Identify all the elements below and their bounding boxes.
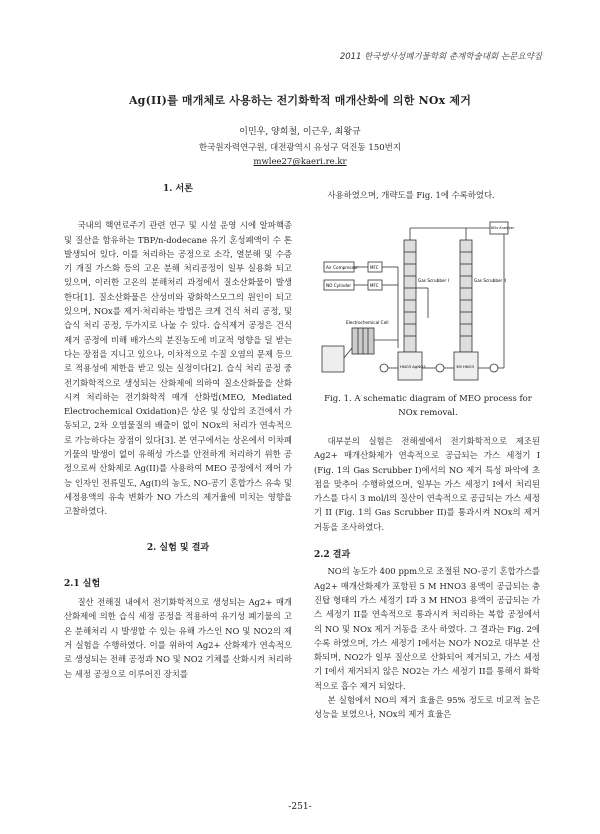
- gas-scrubber-1-column: [404, 240, 416, 352]
- label-tank-2: 3M HNO3: [456, 364, 474, 369]
- figure-1: [318, 218, 514, 388]
- email-link[interactable]: mwlee27@kaeri.re.kr: [253, 157, 347, 167]
- running-header: 2011 한국방사성폐기물학회 춘계학술대회 논문요약집: [339, 52, 542, 62]
- page-number: -251-: [288, 802, 312, 812]
- label-air-compressor: Air Compressor: [326, 265, 359, 270]
- affiliation: 한국원자력연구원, 대전광역시 유성구 덕진동 150번지: [198, 143, 402, 153]
- pump-3: [490, 364, 498, 372]
- paragraph-after-figure: 대부분의 실험은 전해셀에서 전기화학적으로 제조된 Ag2+ 매개산화제가 연속적으로 공급되는 가스 세정기 I (Fig. 1의 Gas Scrubber I)에서의 NO 제거 특성 파악에 초점을 맞추어 수행하였으며, 일부는 가스 세정기 I에서 처리된 가스를 다시 3 mol/l의 질산이 연속적으로 공급되는 가스 세정기 II (Fig. 1의 Gas Scrubber II)를 통과시켜 NOx의 제거 거동을 조사하였다.: [314, 436, 540, 532]
- mex-process-schematic: [318, 218, 514, 388]
- label-scrubber-1: Gas Scrubber I: [418, 278, 449, 283]
- label-no-cylinder: NO Cylinder: [326, 283, 352, 288]
- pump-1: [380, 364, 388, 372]
- label-electrochemical-cell: Electrochemical Cell: [346, 320, 389, 325]
- subsection-heading-experiment: 2.1 실험: [64, 578, 101, 589]
- pump-2: [436, 364, 444, 372]
- subsection-heading-results: 2.2 결과: [314, 550, 351, 561]
- figure-caption: [310, 392, 546, 420]
- results-paragraph-2: 본 실험에서 NO의 제거 효율은 95% 정도로 비교적 높은 성능을 보였으나, NOx의 제거 효율은: [314, 695, 540, 720]
- caption-line-2: NOx removal.: [398, 408, 458, 418]
- results-paragraph-1: NO의 농도가 400 ppm으로 조절된 NO-공기 혼합가스를 Ag2+ 매개산화제가 포함된 5 M HNO3 용액이 공급되는 충진탑 형태의 가스 세정기 I과 3 M HNO3 용액이 공급되는 가스 세정기 II를 연속적으로 통과시켜 처리하는 복합 공정에서의 NO 및 NOx 제거 거동을 조사 하였다. 그 결과는 Fig. 2에 수록 하였으며, 가스 세정기 I에서는 NO가 NO2로 대부분 산화되며, NO2가 일부 질산으로 산화되어 제거되고, 가스 세정기 I에서 제거되지 않은 NO2는 가스 세정기 II를 통해서 화학적으로 흡수 제거 되었다.: [314, 566, 540, 691]
- label-scrubber-2: Gas Scrubber II: [474, 278, 507, 283]
- authors: 이민우, 양희철, 이근우, 최왕규: [239, 127, 361, 137]
- left-column: [64, 182, 292, 681]
- left-tank: [322, 346, 344, 372]
- label-mfc-2: MFC: [370, 283, 379, 288]
- caption-line-1: Fig. 1. A schematic diagram of MEO process for: [324, 394, 532, 404]
- right-column: [314, 188, 540, 202]
- experiment-paragraph: 질산 전해질 내에서 전기화학적으로 생성되는 Ag2+ 매개산화제에 의한 습식 세정 공정을 적용하여 유기성 폐기물의 고온 분해처리 시 발생할 수 있는 유해 가스인 NO 및 NO2의 제거 실험을 수행하였다. 이를 위하여 Ag2+ 산화제가 연속적으로 생성되는 전해 공정과 NO 및 NO2 기체를 산화시켜 처리하는 세정 공정으로 이루어진 장치를: [64, 597, 292, 679]
- label-analyzer: NOx Analyzer: [491, 226, 514, 230]
- intro-paragraph: 국내의 핵연료주기 관련 연구 및 시설 운영 시에 알파핵종 및 질산을 함유하는 TBP/n-dodecane 유기 혼성폐액이 수 톤 발생되어 있다. 이를 처리하는 공정으로 소각, 열분해 및 수증기 개질 가스화 등의 고온 분해 처리공정이 일부 실용화 되고 있으며, 이러한 고온의 분해처리 과정에서 질소산화물이 발생한다[1]. 질소산화물은 산성비와 광화학스모그의 원인이 되고 있으며, NOx를 제거·처리하는 방법은 크게 건식 처리 공정, 및 습식 처리 공정, 두가지로 나눌 수 있다. 습식제거 공정은 건식 제거 공정에 비해 배가스의 분진농도에 비교적 영향을 덜 받는다는 장점을 지니고 있으나, 이차적으로 수질 오염의 문제 등으로 적용성에 제한을 받고 있는 실정이다[2]. 습식 처리 공정 중 전기화학적으로 생성되는 산화제에 의하여 질소산화물을 산화시켜 처리하는 전기화학적 매개 산화법(MEO, Mediated Electrochemical Oxidation)은 상온 및 상압의 조건에서 가동되고, 2차 오염물질의 배출이 없이 NOx의 처리가 연속적으로 가능하다는 장점이 있다[3]. 본 연구에서는 상온에서 이차폐기물의 발생이 없이 유해성 가스를 안전하게 처리하기 위한 공정으로써 산화제로 Ag(II)를 사용하여 MEO 공정에서 제어 가능 인자인 전류밀도, Ag(I)의 농도, NO-공기 혼합가스 유속 및 세정용액의 유속 변화가 NO 가스의 제거율에 미치는 영향을 고찰하였다.: [64, 220, 292, 517]
- section-heading-intro: 1. 서론: [163, 184, 193, 194]
- gas-scrubber-2-column: [460, 240, 472, 352]
- label-mfc-1: MFC: [370, 265, 379, 270]
- paper-title: Ag(II)를 매개체로 사용하는 전기화학적 매개산화에 의한 NOx 제거: [128, 94, 472, 107]
- right-top-paragraph: 사용하였으며, 개략도를 Fig. 1에 수록하였다.: [327, 190, 495, 200]
- right-column-body: [314, 434, 540, 722]
- section-heading-experiment: 2. 실험 및 결과: [146, 542, 210, 553]
- label-tank-1: HNO3 AgNO3: [400, 364, 426, 369]
